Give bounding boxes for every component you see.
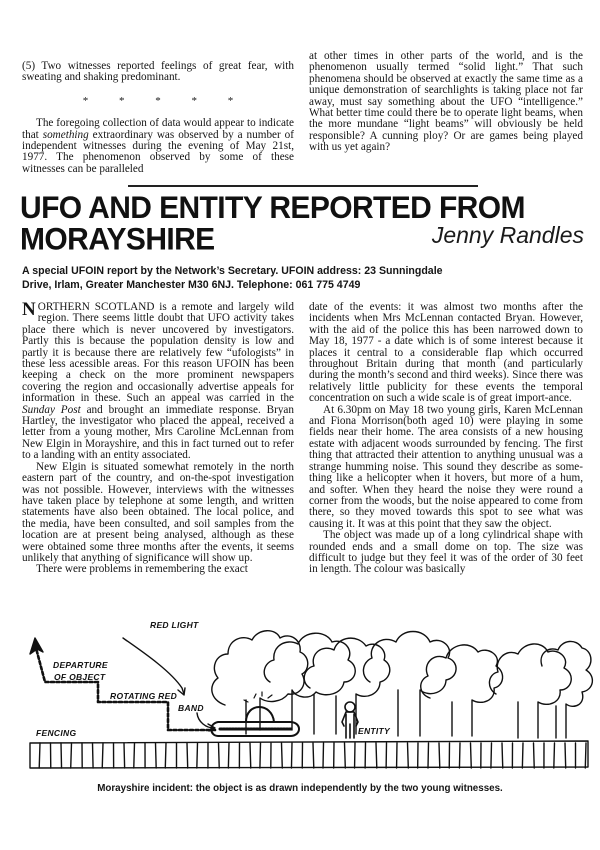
arrowhead-icon: [178, 688, 185, 695]
paragraph-1-text-b: and brought an immediate response. Bryan Hartley, the investigator who placed the appeal, received a letter from a young mother, Mrs Caroline McLennan from New Elgin in Morayshire, and this in fact turned out to refer to a landing with an entity associated.: [22, 403, 294, 462]
label-departure-2: OF OBJECT: [54, 672, 106, 682]
tree-icon: [264, 633, 355, 734]
section-separator: * * * * *: [82, 94, 234, 107]
fence-picket: [165, 743, 166, 768]
label-rotating-1: ROTATING RED: [110, 691, 178, 701]
newspaper-name: Sunday Post: [22, 403, 81, 416]
fence-picket: [565, 743, 566, 768]
foregoing-paragraph: [22, 118, 294, 175]
illustration-drawing: [10, 610, 600, 785]
label-rotating-2: BAND: [178, 703, 204, 713]
foregoing-text-b: extraordinary was observed by a number of independent witnesses during the evening of May 21st, 1977. The phenomenon observed by some of these witnesses can be paralleled: [22, 128, 294, 175]
tree-icon: [212, 631, 308, 734]
fence-picket: [522, 743, 523, 768]
label-departure-1: DEPARTURE: [53, 660, 108, 670]
paragraph-3-continued: date of the events: it was almost two months after the incidents when Mrs McLennan contacted Bryan. However, with the aid of the police this has been narrowed down to May 18, 1977 - a date which is of some interest because it places it central to a considerable flap which occurred throughout Britain during that month (and particularly during the month’s second and third weeks). Since there was relatively little publicity for these events the temporal concentration on such a wide scale is of great import-ance.: [309, 301, 583, 405]
fence-picket: [156, 743, 157, 768]
fence-picket: [585, 743, 586, 768]
fence-picket: [439, 743, 440, 768]
fence-picket: [124, 743, 125, 768]
incident-illustration: [10, 610, 600, 785]
article-divider: [128, 185, 478, 187]
foregoing-emphasis: something: [42, 128, 89, 141]
fence-picket: [71, 743, 72, 768]
fence-picket: [428, 743, 429, 768]
paragraph-4: At 6.30pm on May 18 two young girls, Karen McLennan and Fiona Morrison(both aged 10) were playing in some fields near their home. The area consists of a new housing estate with adjacent woods surrounded by fencing. The first thing that attracted their attention to anything unusual was a strange humming noise. This sound they describe as some-thing like a helicopter when it hovers, but more of a hum, and softer. When they heard the noise they were round a corner from the woods, but the noise appeared to come from there, so they moved towards this spot to see what was causing it. It was at this point that they saw the object.: [309, 403, 583, 530]
drop-cap: N: [22, 299, 36, 320]
label-red-light: RED LIGHT: [150, 620, 199, 630]
article-intro: [22, 264, 582, 292]
fence-picket: [291, 743, 292, 768]
fence-picket: [39, 743, 40, 768]
label-entity: ENTITY: [358, 726, 391, 736]
author-byline: Jenny Randles: [431, 222, 584, 248]
tree-icon: [541, 641, 592, 738]
tree-icon: [363, 632, 456, 737]
tree-icon: [304, 638, 390, 734]
intro-line-1: A special UFOIN report by the Network’s Secretary. UFOIN address: 23 Sunningdale: [22, 265, 443, 277]
solid-light-paragraph: at other times in other parts of the world, and is the phenomenon usually termed “solid light.” That such phenomena should be observed at exactly the same time as a unique demonstration of searchlights is taking place not far away, must say something about the UFO “intelligence.” What better time could there be to operate light beams, when the more mundane “light beams” will obviously be held responsible? A cunning ploy? Or are games being played with us yet again?: [309, 50, 583, 154]
tree-icon: [489, 644, 571, 738]
fence-picket: [228, 743, 229, 768]
fence-picket: [134, 743, 135, 768]
fence-picket: [471, 743, 472, 768]
article-left-column: [22, 299, 294, 576]
fence-pickets: [39, 743, 586, 768]
paragraph-1-text-a: ORTHERN SCOTLAND is a remote and largely wild region. There seems little doubt that UFO activity takes place there which is never uncovered by investigators. Partly this is because the population density is low and partly it is because there are relatively few “ufologists” in these less acessible areas. For this reason UFOIN has been keeping a check on the more prominent newspapers covering the region and occasionally advertise appeals for information in these. Such an appeal was carried in the: [22, 301, 294, 405]
paragraph-3: There were problems in remembering the exact: [36, 563, 248, 576]
fence-picket: [554, 743, 555, 768]
fence-picket: [345, 743, 346, 768]
intro-line-2: Drive, Irlam, Greater Manchester M30 6NJ. Telephone: 061 775 4749: [22, 279, 361, 291]
fence-picket: [459, 743, 460, 768]
fence-picket: [187, 743, 188, 768]
paragraph-5: The object was made up of a long cylindrical shape with rounded ends and a small dome on top. The size was difficult to judge but they feel it was of the order of 30 feet in length. The colour was basically: [309, 529, 583, 576]
fence-picket: [61, 743, 62, 768]
continued-right-column: [309, 10, 583, 154]
fence-picket: [313, 743, 314, 768]
label-fencing: FENCING: [36, 728, 77, 738]
fence-picket: [282, 743, 283, 768]
fence-picket: [197, 743, 198, 768]
ufo-icon: [211, 692, 299, 736]
point-5: (5) Two witnesses reported feelings of great fear, with sweating and shaking predominant.: [22, 60, 294, 84]
article-right-column: [309, 302, 583, 576]
fence-picket: [491, 743, 492, 768]
fence-picket: [102, 743, 103, 768]
fence-picket: [250, 743, 251, 768]
paragraph-1: [22, 299, 294, 462]
continued-left-column: [22, 61, 294, 175]
paragraph-2: New Elgin is situated somewhat remotely in the north eastern part of the country, and on-the-spot investigation was not possible. However, interviews with the witnesses have taken place by telephone at some length, and written statements have also been obtained. The local police, and the media, have been consulted, and soil samples from the location are at present being analysed, although as these were obtained some three months after the events, it seems unlikely that anything of significance will show up.: [22, 460, 294, 564]
tree-icon: [421, 645, 503, 736]
fence-picket: [376, 743, 377, 768]
red-light-arrow-icon: [123, 638, 184, 694]
headline-line-1: UFO AND ENTITY REPORTED FROM: [20, 190, 525, 226]
fence-picket: [408, 743, 409, 768]
figure-caption: Morayshire incident: the object is as drawn independently by the two young witnesses.: [97, 783, 503, 794]
headline-line-2: MORAYSHIRE: [20, 222, 215, 258]
fence-picket: [260, 743, 261, 768]
fence-picket: [502, 743, 503, 768]
fence-picket: [93, 743, 94, 768]
fence-picket: [219, 743, 220, 768]
fence-picket: [534, 743, 535, 768]
foregoing-text-a: The foregoing collection of data would appear to indicate that: [22, 117, 294, 141]
